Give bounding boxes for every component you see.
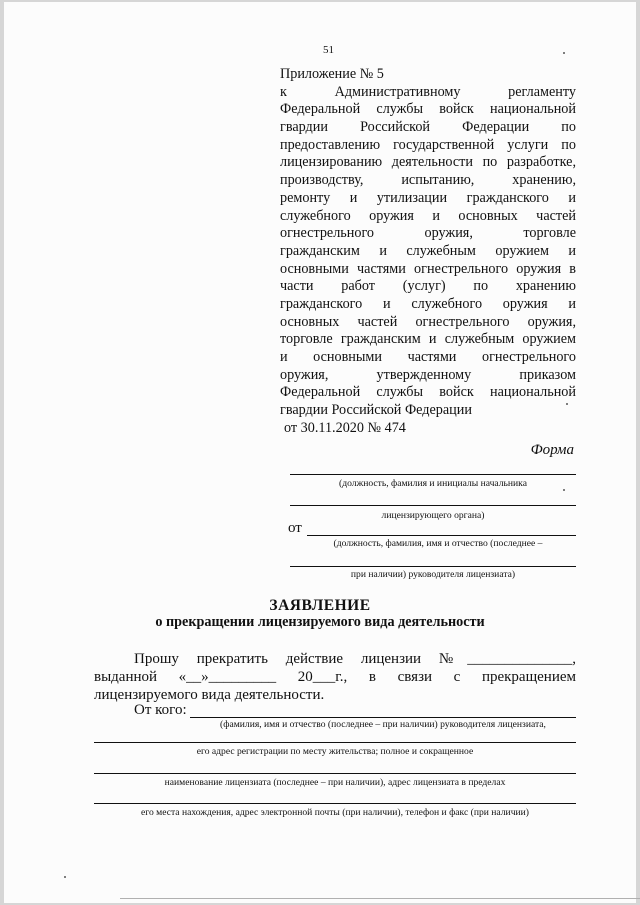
appendix-line: Приложение № 5 xyxy=(280,66,384,82)
scan-edge xyxy=(120,898,640,899)
form-label: Форма xyxy=(530,442,574,458)
document-subtitle: о прекращении лицензируемого вида деятельности xyxy=(155,614,485,630)
scan-speck xyxy=(566,403,568,405)
recipient-caption-1: (должность, фамилия и инициалы начальника xyxy=(339,478,527,489)
appendix-line: торговле гражданским и служебным оружием xyxy=(280,331,576,348)
appendix-line: гвардии Российской Федерации xyxy=(280,402,472,419)
sender-caption-2: при наличии) руководителя лицензиата) xyxy=(350,569,516,580)
appendix-line: гражданского и служебного оружия и xyxy=(280,295,576,312)
appendix-line: Федеральной службы войск национальной xyxy=(280,384,576,401)
from-line-4 xyxy=(94,803,576,804)
sender-caption-1: (должность, фамилия, имя и отчество (последнее – xyxy=(333,538,543,549)
appendix-line: оружия, утвержденному приказом xyxy=(280,366,576,383)
request-line-3: лицензируемого вида деятельности. xyxy=(94,687,325,703)
appendix-line: к Административному регламенту xyxy=(280,83,576,100)
appendix-line: предоставлению государственной услуги по xyxy=(280,136,576,153)
from-line-3 xyxy=(94,773,576,774)
appendix-line: и основными частями огнестрельного xyxy=(280,349,576,365)
recipient-line-1 xyxy=(290,474,576,475)
appendix-line: служебного оружия и основных частей xyxy=(280,207,576,224)
appendix-line: от 30.11.2020 № 474 xyxy=(284,419,406,436)
recipient-caption-2: лицензирующего органа) xyxy=(381,510,485,521)
from-caption-1: (фамилия, имя и отчество (последнее – при наличии) руководителя лицензиата, xyxy=(220,719,546,730)
from-caption-2: его адрес регистрации по месту жительства; полное и сокращенное xyxy=(196,746,474,757)
appendix-line: лицензированию деятельности по разработке, xyxy=(280,154,576,171)
recipient-line-2 xyxy=(290,505,576,506)
scan-speck xyxy=(64,876,66,878)
appendix-line: основными частями огнестрельного оружия в xyxy=(280,260,576,277)
from-whom-label: От кого: xyxy=(134,702,187,718)
sender-line-1 xyxy=(307,535,576,536)
appendix-line: части работ (услуг) по хранению xyxy=(280,278,576,295)
appendix-line: ремонту и утилизации гражданского и xyxy=(280,189,576,206)
from-line-1 xyxy=(190,717,576,718)
appendix-line: Федеральной службы войск национальной xyxy=(280,101,576,118)
from-caption-3: наименование лицензиата (последнее – при наличии), адрес лицензиата в пределах xyxy=(164,777,506,788)
from-line-2 xyxy=(94,742,576,743)
page-number: 51 xyxy=(323,44,334,56)
appendix-line: гражданским и служебным оружием и xyxy=(280,242,576,259)
sender-line-2 xyxy=(290,566,576,567)
appendix-line: огнестрельного оружия, торговле xyxy=(280,225,576,242)
appendix-line: основных частей огнестрельного оружия, xyxy=(280,313,576,330)
request-line-2: выданной «__»_________ 20___г., в связи с прекращением xyxy=(94,669,576,685)
request-line-1: Прошу прекратить действие лицензии №______________, xyxy=(134,651,576,667)
appendix-header xyxy=(280,66,576,437)
from-label: от xyxy=(288,520,302,536)
document-title: ЗАЯВЛЕНИЕ xyxy=(269,597,371,614)
scan-speck xyxy=(563,52,565,54)
scan-speck xyxy=(563,489,565,491)
appendix-line: гвардии Российской Федерации по xyxy=(280,119,576,136)
from-caption-4: его места нахождения, адрес электронной почты (при наличии), телефон и факс (при наличии) xyxy=(141,807,529,818)
appendix-line: производству, испытанию, хранению, xyxy=(280,172,576,189)
